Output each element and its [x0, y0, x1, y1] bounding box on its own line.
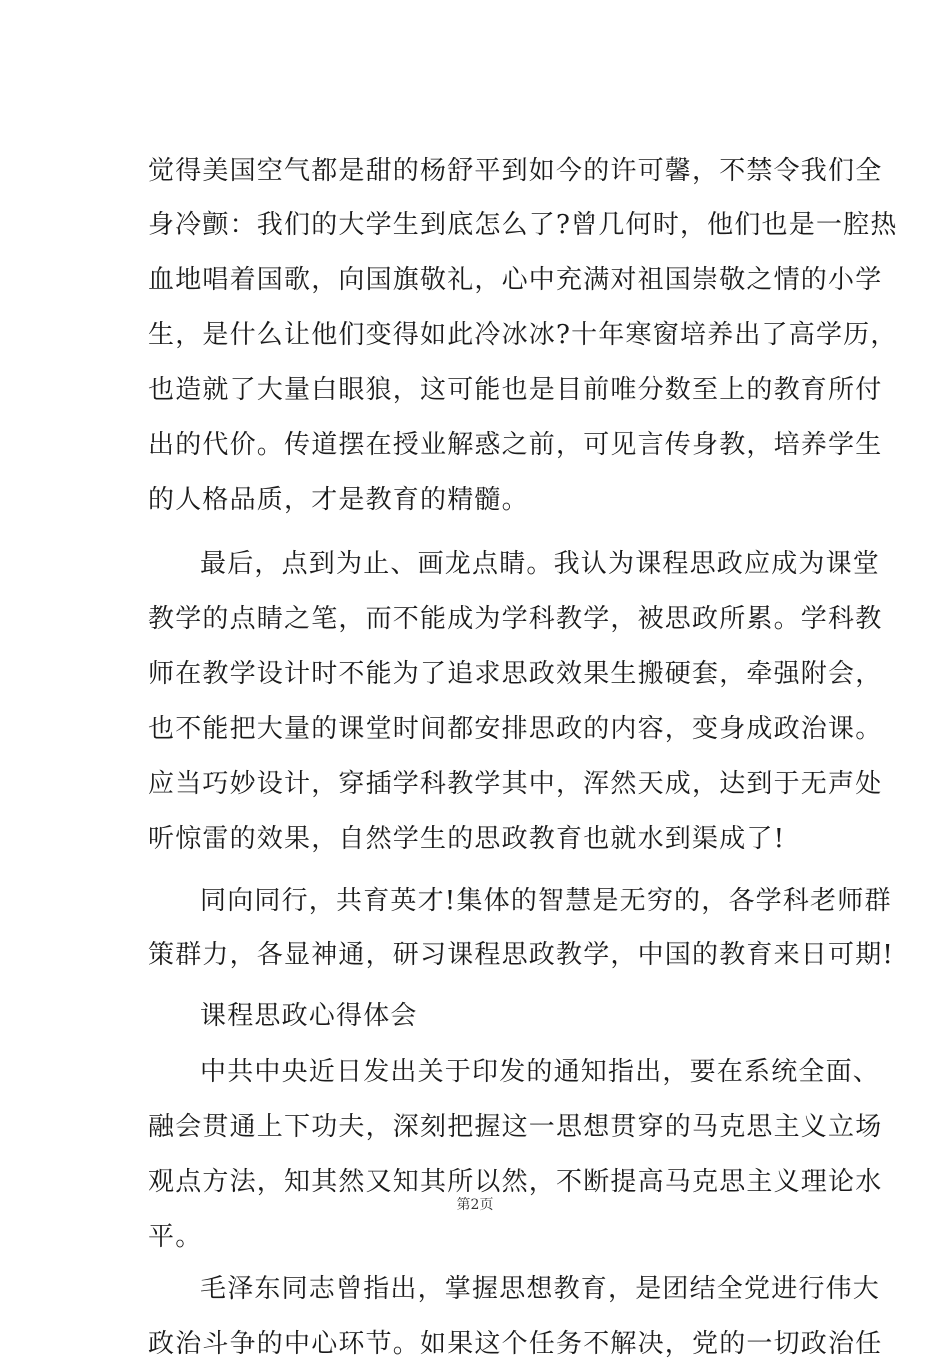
paragraph-first-line: 中共中央近日发出关于印发的通知指出，要在系统全面、	[200, 1057, 881, 1087]
text-line: 策群力，各显神通，研习课程思政教学，中国的教育来日可期!	[148, 940, 895, 970]
section-heading: 课程思政心得体会	[200, 1001, 418, 1031]
text-line: 也不能把大量的课堂时间都安排思政的内容，变身成政治课。	[148, 714, 883, 744]
paragraph-first-line: 最后，点到为止、画龙点睛。我认为课程思政应成为课堂	[200, 549, 881, 579]
text-line: 观点方法，知其然又知其所以然，不断提高马克思主义理论水	[148, 1167, 883, 1197]
text-line: 身冷颤：我们的大学生到底怎么了?曾几何时，他们也是一腔热	[148, 210, 898, 240]
text-line: 觉得美国空气都是甜的杨舒平到如今的许可馨，不禁令我们全	[148, 156, 883, 186]
text-line: 的人格品质，才是教育的精髓。	[148, 485, 529, 515]
text-line: 应当巧妙设计，穿插学科教学其中，浑然天成，达到于无声处	[148, 769, 883, 799]
text-line: 听惊雷的效果，自然学生的思政教育也就水到渠成了!	[148, 824, 786, 854]
text-line: 出的代价。传道摆在授业解惑之前，可见言传身教，培养学生	[148, 430, 883, 460]
text-line: 也造就了大量白眼狼，这可能也是目前唯分数至上的教育所付	[148, 375, 883, 405]
paragraph-first-line: 毛泽东同志曾指出，掌握思想教育，是团结全党进行伟大	[200, 1274, 881, 1304]
text-line: 政治斗争的中心环节。如果这个任务不解决，党的一切政治任	[148, 1329, 883, 1359]
text-line: 血地唱着国歌，向国旗敬礼，心中充满对祖国崇敬之情的小学	[148, 265, 883, 295]
text-line: 平。	[148, 1222, 203, 1252]
page-number: 第2页	[456, 1197, 494, 1213]
text-line: 师在教学设计时不能为了追求思政效果生搬硬套，牵强附会，	[148, 659, 883, 689]
text-line: 融会贯通上下功夫，深刻把握这一思想贯穿的马克思主义立场	[148, 1112, 883, 1142]
paragraph-first-line: 同向同行，共育英才!集体的智慧是无穷的，各学科老师群	[200, 886, 892, 916]
text-line: 生，是什么让他们变得如此冷冰冰?十年寒窗培养出了高学历，	[148, 320, 898, 350]
text-line: 教学的点睛之笔，而不能成为学科教学，被思政所累。学科教	[148, 604, 883, 634]
